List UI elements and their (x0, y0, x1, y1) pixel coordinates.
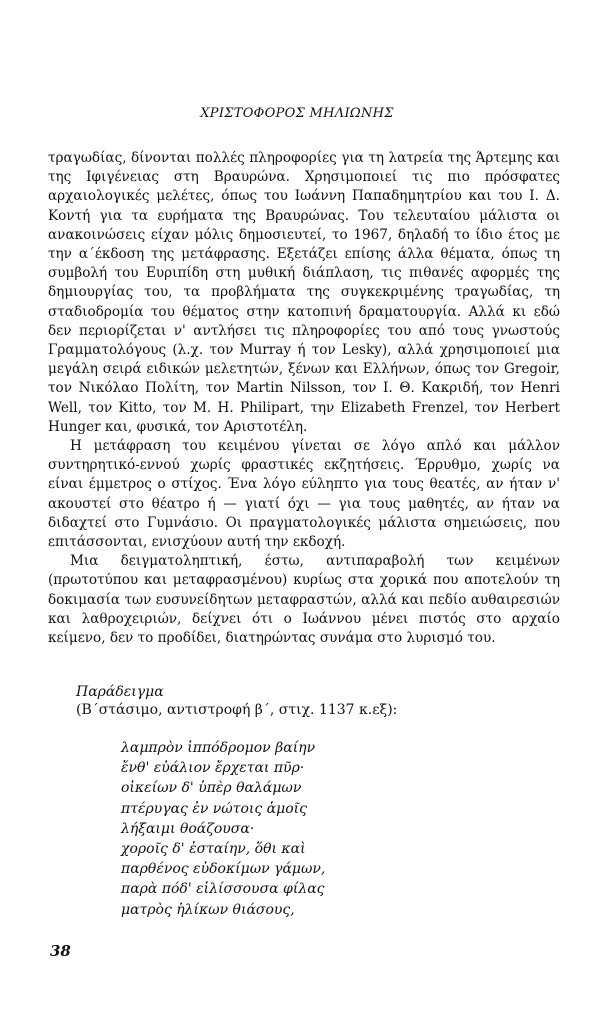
verse-line: ματρὸς ἡλίκων θιάσους, (121, 901, 295, 918)
verse-line: παρὰ πόδ' εἱλίσσουσα φίλας (121, 881, 325, 898)
verse-line: οἰκείων δ' ὑπὲρ θαλάμων (121, 780, 302, 797)
verse-block (121, 738, 325, 920)
verse-line: παρθένος εὐδοκίμων γάμων, (121, 861, 326, 878)
paragraph-2: Η μετάφραση του κειμένου γίνεται σε λόγο απλό και μάλλον συντηρητικό-εννού χωρίς φραστικές εκζητήσεις. Έρρυθμο, χωρίς να είναι έμμετρος ο στίχος. Ένα λόγο εύληπτο για τους θεατές, αν ήταν ν' ακουστεί στο θέατρο ή — γιατί όχι — για τους μαθητές, αν ήταν να διδαχτεί στο Γυμνάσιο. Οι πραγματολογικές μάλιστα σημειώσεις, που επιτάσσονται, ενισχύουν αυτή την εκδοχή. (48, 438, 560, 551)
running-header: ΧΡΙΣΤΟΦΟΡΟΣ ΜΗΛΙΩΝΗΣ (200, 106, 394, 121)
example-reference: (Β΄στάσιμο, αντιστροφή β΄, στιχ. 1137 κ.εξ): (76, 702, 398, 718)
paragraph-3: Μια δειγματοληπτική, έστω, αντιπαραβολή των κειμένων (πρωτοτύπου και μεταφρασμένου) κυρίως στα χορικά που αποτελούν τη δοκιμασία των ευσυνείδητων μεταφραστών, αλλά και πεδίο αυθαιρεσιών και λαθροχειριών, δείχνει ότι ο Ιωάννου μένει πιστός στο αρχαίο κείμενο, δεν το προδίδει, διατηρώντας συνάμα στο λυρισμό του. (48, 553, 560, 647)
body-text (48, 149, 560, 648)
verse-line: λαμπρὸν ἱππόδρομον βαίην (121, 740, 316, 756)
verse-line: πτέρυγας ἐν νώτοις ἁμοῖς (121, 800, 307, 817)
verse-line: χοροῖς δ' ἐσταίην, ὅθι καὶ (121, 841, 306, 858)
paragraph-1: τραγωδίας, δίνονται πολλές πληροφορίες για τη λατρεία της Άρτεμης και της Ιφιγένειας στη Βραυρώνα. Χρησιμοποιεί τις πιο πρόσφατες αρχαιολογικές μελέτες, όπως του Ιωάννη Παπαδημητρίου και του Ι. Δ. Κοντή για τα ευρήματα της Βραυρώνας. Του τελευταίου μάλιστα οι ανακοινώσεις είχαν μόλις δημοσιευτεί, το 1967, δηλαδή το ίδιο έτος με την α΄έκδοση της μετάφρασης. Εξετάζει επίσης άλλα θέματα, όπως τη συμβολή του Ευριπίδη στη μυθική διάπλαση, τις πιθανές αφορμές της δημιουργίας του, τα προβλήματα της συγκεκριμένης τραγωδίας, τη σταδιοδρομία του θέματος στην κατοπινή δραματουργία. Αλλά κι εδώ δεν περιορίζεται ν' αντλήσει τις πληροφορίες του από τους γνωστούς Γραμματολόγους (λ.χ. τον Murray ή τον Lesky), αλλά χρησιμοποιεί μια μεγάλη σειρά ειδικών μελετητών, ξένων και Ελλήνων, όπως τον Gregoir, τον Νικόλαο Πολίτη, τον Martin Nilsson, τον Ι. Θ. Κακριδή, τον Henri Well, τον Kitto, τον M. H. Philipart, την Elizabeth Frenzel, τον Herbert Hunger και, φυσικά, τον Αριστοτέλη. (48, 150, 560, 435)
verse-line: ἔνθ' εὐάλιον ἔρχεται πῦρ· (121, 760, 305, 777)
verse-line: λήξαιμι θοάζουσα· (121, 820, 255, 837)
example-heading: Παράδειγμα (76, 684, 164, 700)
page-number: 38 (50, 942, 71, 960)
